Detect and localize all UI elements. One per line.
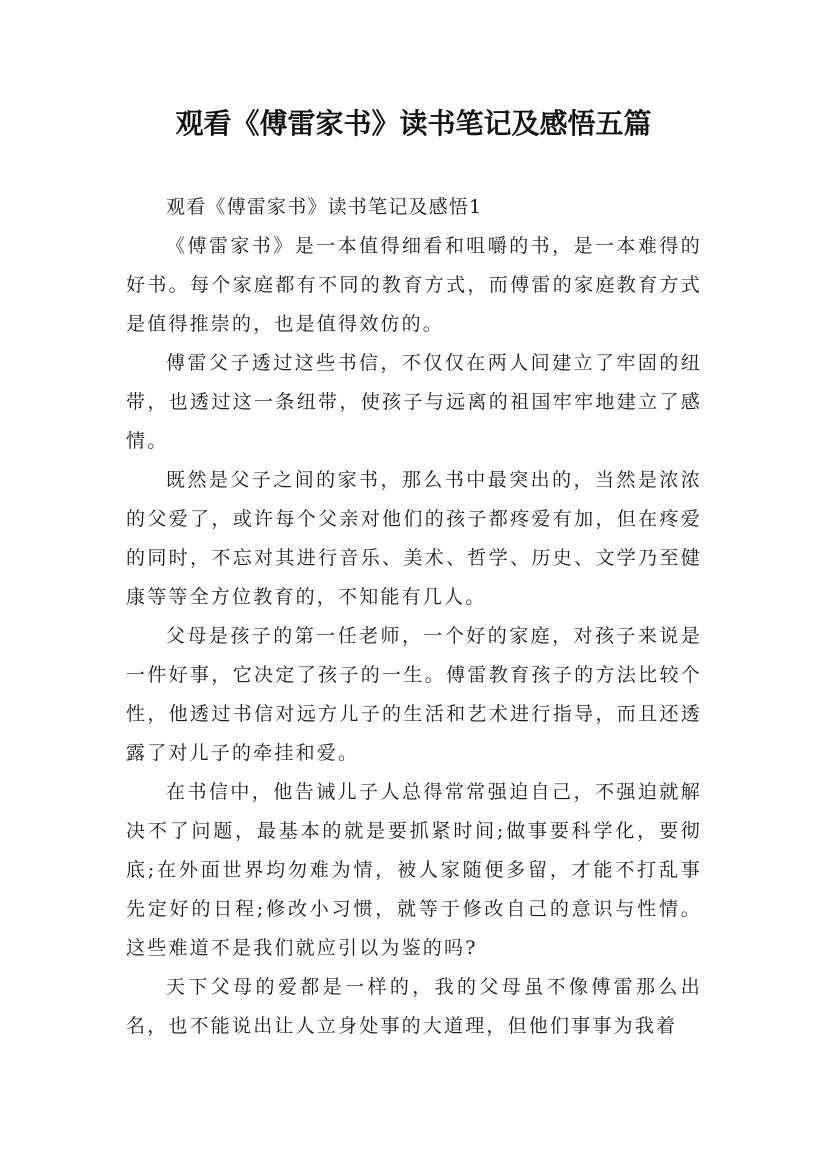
- paragraph-1: 《傅雷家书》是一本值得细看和咀嚼的书，是一本难得的好书。每个家庭都有不同的教育方式，而傅雷的家庭教育方式是值得推崇的，也是值得效仿的。: [126, 235, 702, 335]
- paragraph-5: 在书信中，他告诫儿子人总得常常强迫自己，不强迫就解决不了问题，最基本的就是要抓紧时间;做事要科学化，要彻底;在外面世界均勿难为情，被人家随便多留，才能不打乱事先定好的日程;修改小习惯，就等于修改自己的意识与性情。这些难道不是我们就应引以为鉴的吗?: [126, 781, 702, 959]
- section-heading: 观看《傅雷家书》读书笔记及感悟1: [166, 196, 483, 218]
- paragraph-3: 既然是父子之间的家书，那么书中最突出的，当然是浓浓的父爱了，或许每个父亲对他们的孩子都疼爱有加，但在疼爱的同时，不忘对其进行音乐、美术、哲学、历史、文学乃至健康等等全方位教育的，不知能有几人。: [126, 469, 702, 608]
- document-title: 观看《傅雷家书》读书笔记及感悟五篇: [175, 107, 652, 140]
- paragraph-6: 天下父母的爱都是一样的，我的父母虽不像傅雷那么出名，也不能说出让人立身处事的大道理，但他们事事为我着: [126, 976, 702, 1037]
- paragraph-2: 傅雷父子透过这些书信，不仅仅在两人间建立了牢固的纽带，也透过这一条纽带，使孩子与远离的祖国牢牢地建立了感情。: [126, 352, 702, 452]
- document-body: [126, 188, 702, 1046]
- paragraph-4: 父母是孩子的第一任老师，一个好的家庭，对孩子来说是一件好事，它决定了孩子的一生。傅雷教育孩子的方法比较个性，他透过书信对远方儿子的生活和艺术进行指导，而且还透露了对儿子的牵挂和爱。: [126, 625, 702, 764]
